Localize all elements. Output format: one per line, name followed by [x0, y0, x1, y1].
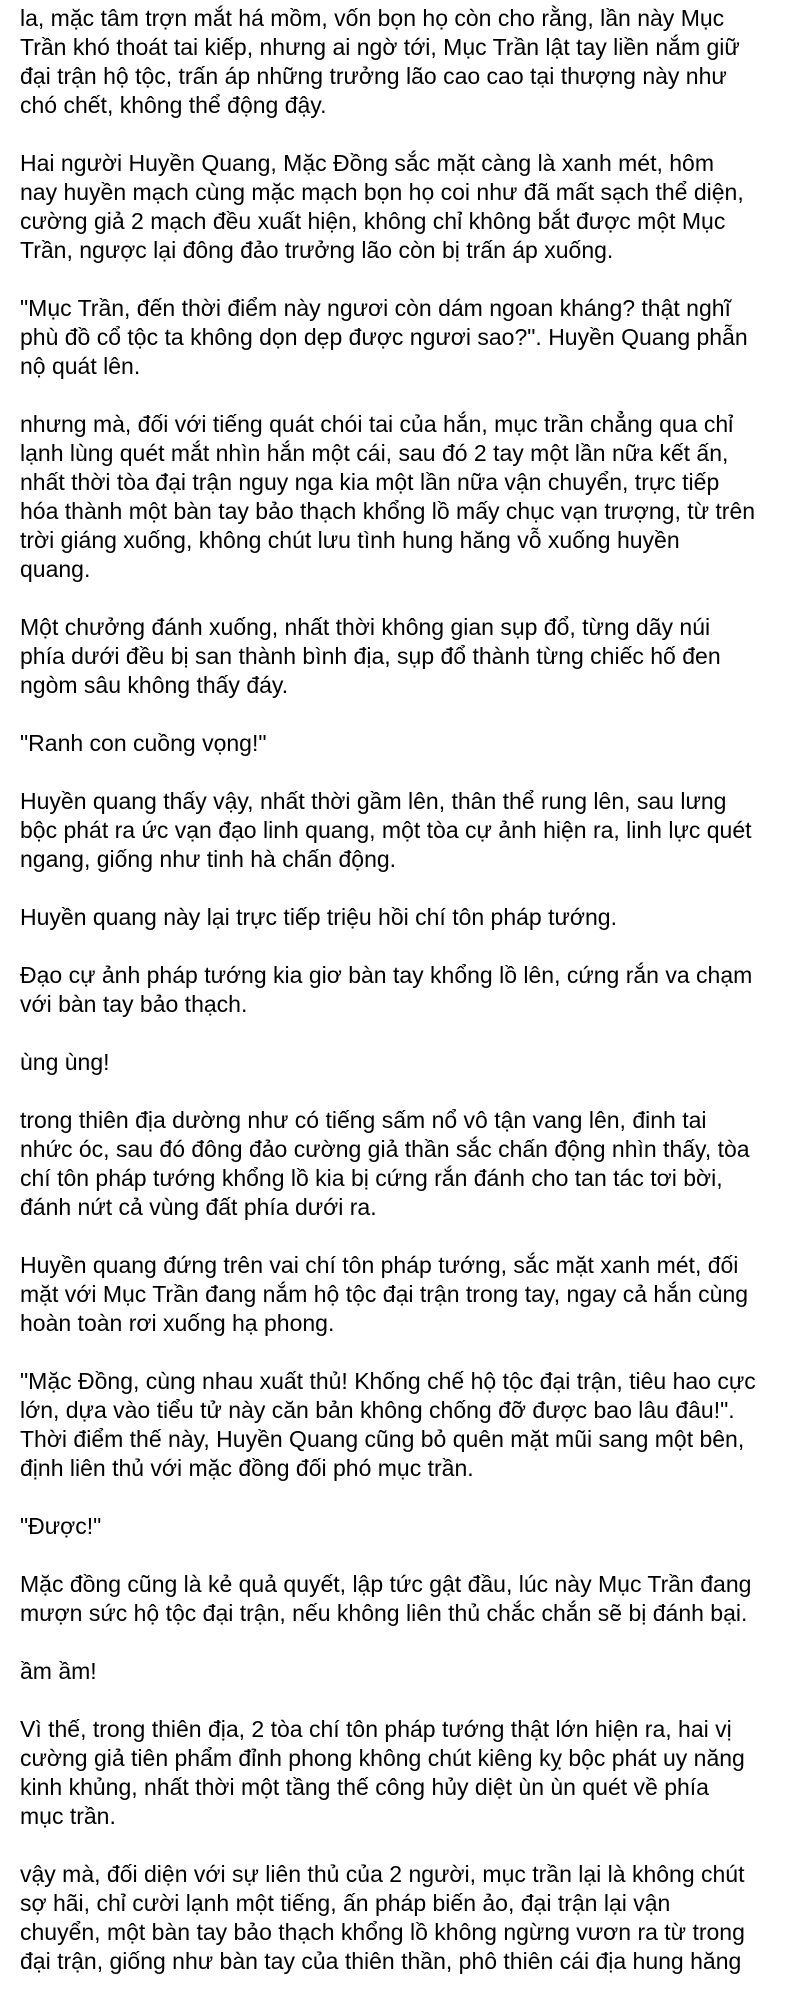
paragraph: Mặc đồng cũng là kẻ quả quyết, lập tức gật đầu, lúc này Mục Trần đang mượn sức hộ tộc đại trận, nếu không liên thủ chắc chắn sẽ bị đánh bại. — [20, 1571, 752, 1626]
paragraph: nhưng mà, đối với tiếng quát chói tai của hắn, mục trần chẳng qua chỉ lạnh lùng quét mắt nhìn hắn một cái, sau đó 2 tay một lần nữa kết ấn, nhất thời tòa đại trận nguy nga kia một lần nữa vận chuyển, trực tiếp hóa thành một bàn tay bảo thạch khổng lồ mấy chục vạn trượng, từ trên trời giáng xuống, không chút lưu tình hung hăng vỗ xuống huyền quang. — [20, 411, 756, 582]
paragraph: "Mục Trần, đến thời điểm này ngươi còn dám ngoan kháng? thật nghĩ phù đồ cổ tộc ta không dọn dẹp được ngươi sao?". Huyền Quang phẫn nộ quát lên. — [20, 295, 748, 379]
paragraph: Đạo cự ảnh pháp tướng kia giơ bàn tay khổng lồ lên, cứng rắn va chạm với bàn tay bảo thạch. — [20, 962, 753, 1017]
paragraph: ùng ùng! — [20, 1049, 110, 1075]
paragraph: Vì thế, trong thiên địa, 2 tòa chí tôn pháp tướng thật lớn hiện ra, hai vị cường giả tiên phẩm đỉnh phong không chút kiêng kỵ bộc phát uy năng kinh khủng, nhất thời một tầng thế công hủy diệt ùn ùn quét về phía mục trần. — [20, 1716, 745, 1829]
paragraph: Hai người Huyền Quang, Mặc Đồng sắc mặt càng là xanh mét, hôm nay huyền mạch cùng mặc mạch bọn họ coi như đã mất sạch thể diện, cường giả 2 mạch đều xuất hiện, không chỉ không bắt được một Mục Trần, ngược lại đông đảo trưởng lão còn bị trấn áp xuống. — [20, 150, 744, 263]
paragraph: trong thiên địa dường như có tiếng sấm nổ vô tận vang lên, đinh tai nhức óc, sau đó đông đảo cường giả thần sắc chấn động nhìn thấy, tòa chí tôn pháp tướng khổng lồ kia bị cứng rắn đánh cho tan tác tơi bời, đánh nứt cả vùng đất phía dưới ra. — [20, 1107, 750, 1220]
paragraph: vậy mà, đối diện với sự liên thủ của 2 người, mục trần lại là không chút sợ hãi, chỉ cười lạnh một tiếng, ấn pháp biến ảo, đại trận lại vận chuyển, một bàn tay bảo thạch khổng lồ không ngừng vươn ra từ trong đại trận, giống như bàn tay của thiên thần, phô thiên cái địa hung hăng — [20, 1861, 745, 1974]
paragraph: Huyền quang đứng trên vai chí tôn pháp tướng, sắc mặt xanh mét, đối mặt với Mục Trần đang nắm hộ tộc đại trận trong tay, ngay cả hắn cùng hoàn toàn rơi xuống hạ phong. — [20, 1252, 749, 1336]
paragraph: la, mặc tâm trợn mắt há mồm, vốn bọn họ còn cho rằng, lần này Mục Trần khó thoát tai kiếp, nhưng ai ngờ tới, Mục Trần lật tay liền nắm giữ đại trận hộ tộc, trấn áp những trưởng lão cao cao tại thượng này như chó chết, không thể động đậy. — [20, 5, 740, 118]
paragraph: "Mặc Đồng, cùng nhau xuất thủ! Khống chế hộ tộc đại trận, tiêu hao cực lớn, dựa vào tiểu tử này căn bản không chống đỡ được bao lâu đâu!". Thời điểm thế này, Huyền Quang cũng bỏ quên mặt mũi sang một bên, định liên thủ với mặc đồng đối phó mục trần. — [20, 1368, 756, 1481]
paragraph: Huyền quang thấy vậy, nhất thời gầm lên, thân thể rung lên, sau lưng bộc phát ra ức vạn đạo linh quang, một tòa cự ảnh hiện ra, linh lực quét ngang, giống như tinh hà chấn động. — [20, 788, 752, 872]
paragraph: Huyền quang này lại trực tiếp triệu hồi chí tôn pháp tướng. — [20, 904, 617, 930]
paragraph: "Ranh con cuồng vọng!" — [20, 730, 267, 756]
paragraph: ầm ầm! — [20, 1658, 97, 1684]
paragraph: "Được!" — [20, 1513, 102, 1539]
paragraph: Một chưởng đánh xuống, nhất thời không gian sụp đổ, từng dãy núi phía dưới đều bị san thành bình địa, sụp đổ thành từng chiếc hố đen ngòm sâu không thấy đáy. — [20, 614, 721, 698]
